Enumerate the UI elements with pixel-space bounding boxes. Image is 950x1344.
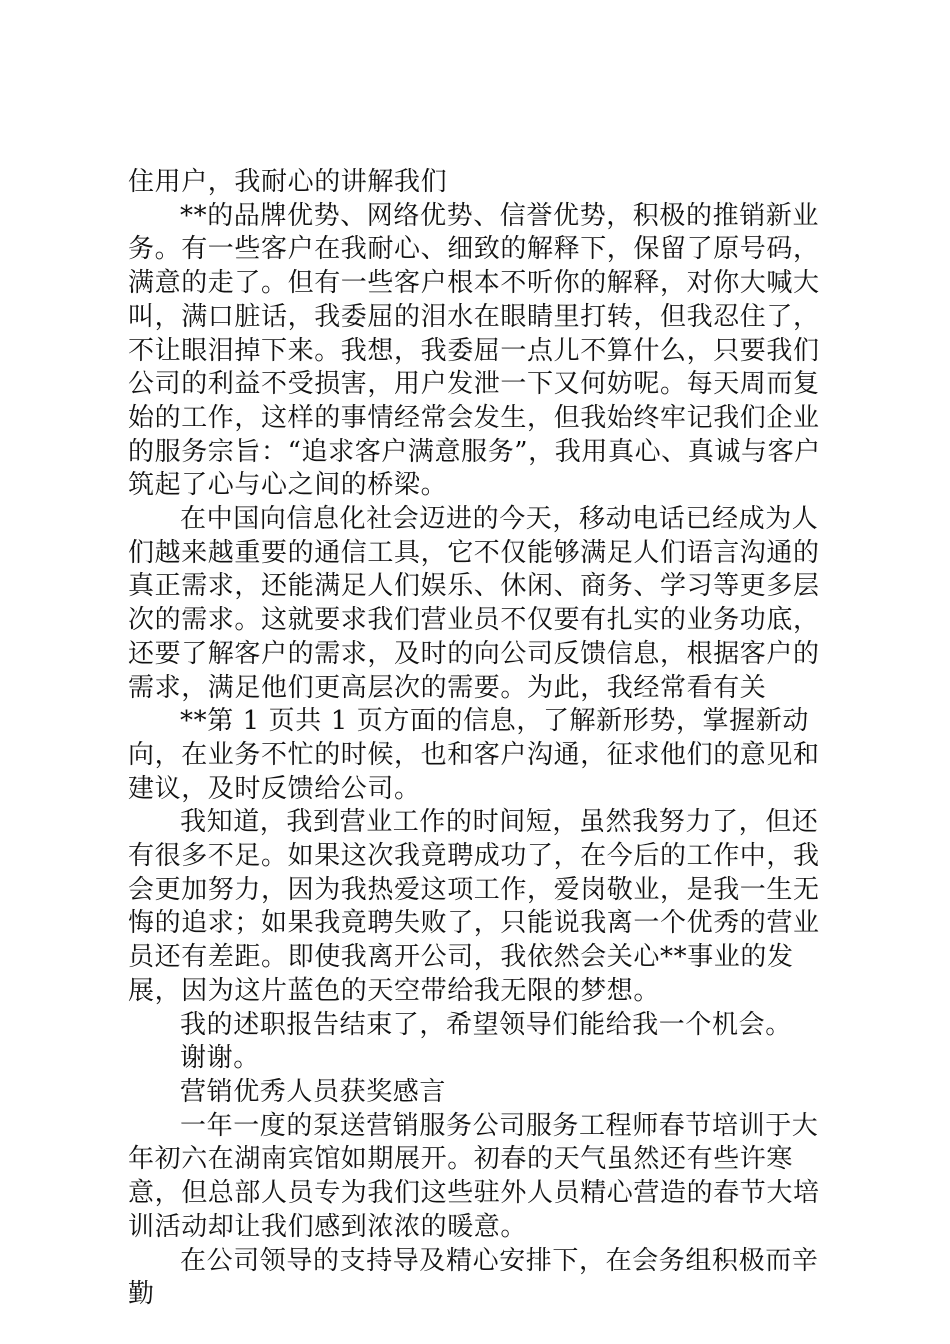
- paragraph: 一年一度的泵送营销服务公司服务工程师春节培训于大年初六在湖南宾馆如期展开。初春的天气虽然还有些许寒意，但总部人员专为我们这些驻外人员精心营造的春节大培训活动却让我们感到浓浓的暖意。: [128, 1110, 820, 1242]
- paragraph: 住用户，我耐心的讲解我们: [128, 167, 448, 197]
- paragraph: 我的述职报告结束了，希望领导们能给我一个机会。: [180, 1009, 792, 1040]
- paragraph: **的品牌优势、网络优势、信誉优势，积极的推销新业务。有一些客户在我耐心、细致的解释下，保留了原号码，满意的走了。但有一些客户根本不听你的解释，对你大喊大叫，满口脏话，我委屈的泪水在眼睛里打转，但我忍住了，不让眼泪掉下来。我想，我委屈一点儿不算什么，只要我们公司的利益不受损害，用户发泄一下又何妨呢。每天周而复始的工作，这样的事情经常会发生，但我始终牢记我们企业的服务宗旨：“追求客户满意服务”，我用真心、真诚与客户筑起了心与心之间的桥梁。: [128, 200, 821, 501]
- paragraph: 在中国向信息化社会迈进的今天，移动电话已经成为人们越来越重要的通信工具，它不仅能够满足人们语言沟通的真正需求，还能满足人们娱乐、休闲、商务、学习等更多层次的需求。这就要求我们营业员不仅要有扎实的业务功底，还要了解客户的需求，及时的向公司反馈信息，根据客户的需求，满足他们更高层次的需要。为此，我经常看有关: [128, 504, 820, 703]
- document-body: [128, 166, 838, 1312]
- paragraph: 在公司领导的支持导及精心安排下，在会务组积极而辛勤: [128, 1245, 819, 1310]
- paragraph: 谢谢。: [180, 1043, 260, 1074]
- paragraph: 我知道，我到营业工作的时间短，虽然我努力了，但还有很多不足。如果这次我竟聘成功了，在今后的工作中，我会更加努力，因为我热爱这项工作，爱岗敬业，是我一生无悔的追求；如果我竟聘失败了，只能说我离一个优秀的营业员还有差距。即使我离开公司，我依然会关心**事业的发展，因为这片蓝色的天空带给我无限的梦想。: [128, 807, 820, 1006]
- section-heading: 营销优秀人员获奖感言: [180, 1076, 447, 1107]
- paragraph: **第 1 页共 1 页方面的信息，了解新形势，掌握新动向，在业务不忙的时候，也和客户沟通，征求他们的意见和建议，及时反馈给公司。: [128, 706, 820, 804]
